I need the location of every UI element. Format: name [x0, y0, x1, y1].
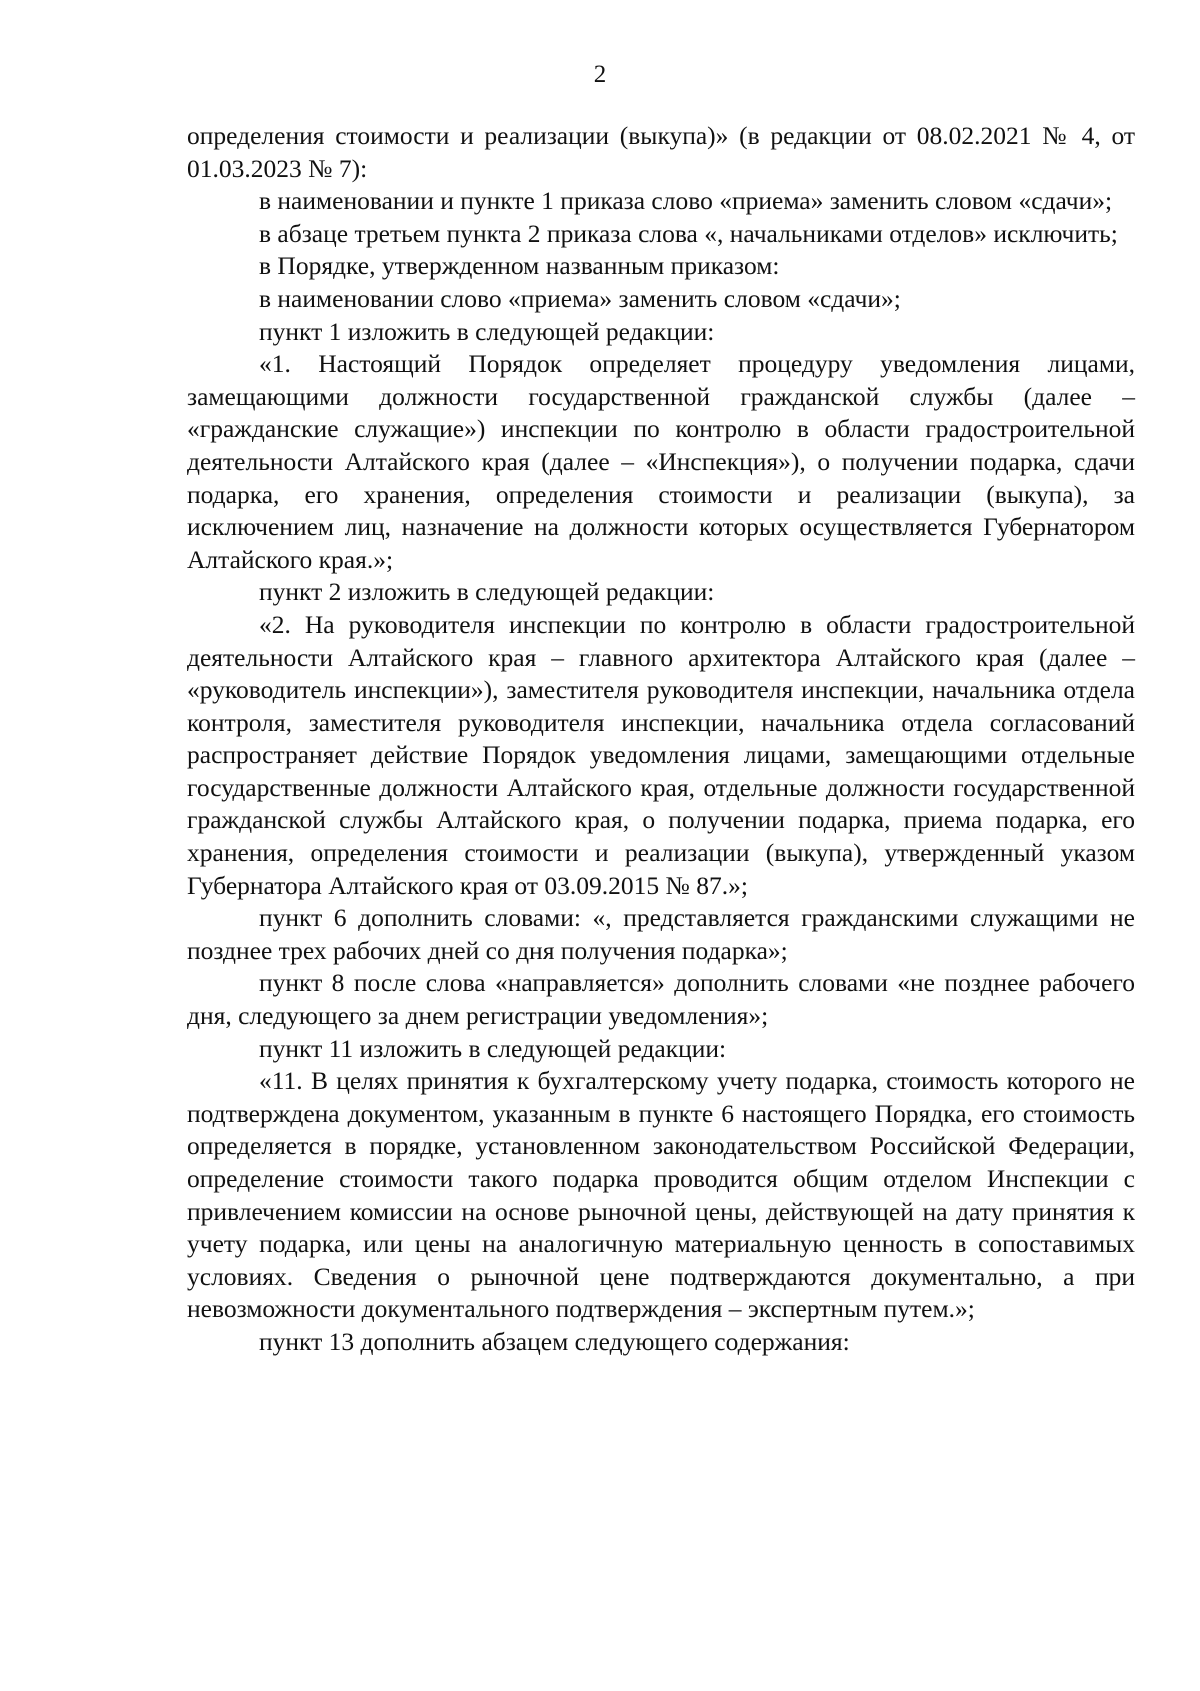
paragraph: пункт 1 изложить в следующей редакции: — [259, 316, 715, 346]
paragraph: «2. На руководителя инспекции по контролю в области градостроительной деятельности Алтайского края – главного архитектора Алтайского края (далее – «руководитель инспекции»), заместителя руководителя инспекции, начальника отдела контроля, заместителя руководителя инспекции, начальника отдела согласований распространяет действие Порядок уведомления лицами, замещающими отдельные государственные должности Алтайского края, отдельные должности государственной гражданской службы Алтайского края, о получении подарка, приема подарка, его хранения, определения стоимости и реализации (выкупа), утвержденный указом Губернатора Алтайского края от 03.09.2015 № 87.»; — [187, 609, 1135, 900]
paragraph: пункт 11 изложить в следующей редакции: — [259, 1033, 727, 1063]
paragraph: пункт 13 дополнить абзацем следующего содержания: — [259, 1326, 850, 1356]
paragraph: в наименовании слово «приема» заменить словом «сдачи»; — [259, 283, 901, 313]
paragraph: определения стоимости и реализации (выкупа)» (в редакции от 08.02.2021 № 4, от 01.03.2023 № 7): — [187, 121, 1135, 183]
paragraph: пункт 8 после слова «направляется» дополнить словами «не позднее рабочего дня, следующего за днем регистрации уведомления»; — [187, 968, 1135, 1031]
paragraph: в наименовании и пункте 1 приказа слово «приема» заменить словом «сдачи»; — [259, 186, 1113, 216]
paragraph: «1. Настоящий Порядок определяет процедуру уведомления лицами, замещающими должности государственной гражданской службы (далее – «гражданские служащие») инспекции по контролю в области градостроительной деятельности Алтайского края (далее – «Инспекция»), о получении подарка, сдачи подарка, его хранения, определения стоимости и реализации (выкупа), за исключением лиц, назначение на должности которых осуществляется Губернатором Алтайского края.»; — [187, 349, 1135, 574]
paragraph: пункт 2 изложить в следующей редакции: — [259, 577, 715, 607]
paragraph: в абзаце третьем пункта 2 приказа слова «, начальниками отделов» исключить; — [259, 218, 1118, 248]
paragraph: пункт 6 дополнить словами: «, представляется гражданскими служащими не позднее трех рабочих дней со дня получения подарка»; — [187, 903, 1135, 965]
page-number: 2 — [593, 61, 607, 88]
paragraph: в Порядке, утвержденном названным приказом: — [259, 251, 780, 281]
paragraph: «11. В целях принятия к бухгалтерскому учету подарка, стоимость которого не подтверждена документом, указанным в пункте 6 настоящего Порядка, его стоимость определяется в порядке, установленном законодательством Российской Федерации, определение стоимости такого подарка проводится общим отделом Инспекции с привлечением комиссии на основе рыночной цены, действующей на дату принятия к учету подарка, или цены на аналогичную материальную ценность в сопоставимых условиях. Сведения о рыночной цене подтверждаются документально, а при невозможности документального подтверждения – экспертным путем.»; — [187, 1066, 1135, 1324]
document-body — [187, 120, 1135, 1359]
